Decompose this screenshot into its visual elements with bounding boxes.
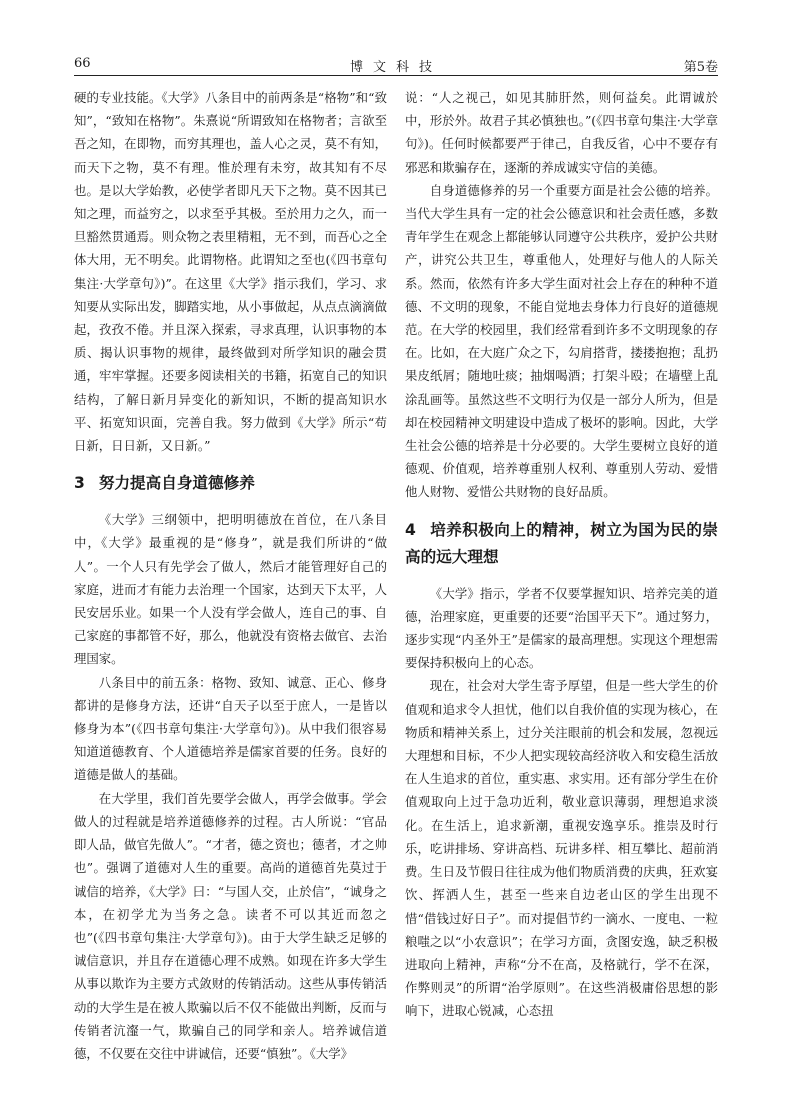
journal-title: 博文科技 [349, 60, 442, 75]
section-number: 4 [405, 520, 416, 539]
header-rule [74, 75, 718, 76]
paragraph: 说：“人之视己，如见其肺肝然，则何益矣。此谓诚於中，形於外。故君子其必慎独也。”(《四书章句集注·大学章句》)。任何时候都要严于律己，自我反省，心中不要存有邪恶和欺骗存在，逐渐的养成诚实守信的美德。 [405, 90, 718, 175]
left-column [74, 86, 387, 1065]
paragraph: 八条目中的前五条：格物、致知、诚意、正心、修身都讲的是修身方法，还讲“自天子以至于庶人，一是皆以修身为本”(《四书章句集注·大学章句》)。从中我们很容易知道道德教育、个人道德培养是儒家首要的任务。良好的道德是做人的基础。 [74, 674, 387, 783]
section-title: 努力提高自身道德修养 [98, 474, 255, 493]
section-heading-4 [405, 517, 718, 571]
section-title: 培养积极向上的精神，树立为国为民的崇高的远大理想 [405, 520, 718, 566]
page-header [74, 52, 718, 74]
paragraph: 现在，社会对大学生寄予厚望，但是一些大学生的价值观和追求令人担忧，他们以自我价值的实现为核心，在物质和精神关系上，过分关注眼前的机会和发展，忽视远大理想和目标，不少人把实现较高经济收入和安稳生活放在人生追求的首位，重实惠、求实用。还有部分学生在价值观取向上过于急功近利，敬业意识薄弱，理想追求淡化。在生活上，追求新潮，重视安逸享乐。推崇及时行乐，吃讲排场、穿讲高档、玩讲多样、相互攀比、超前消费。生日及节假日往往成为他们物质消费的庆典，狂欢宴饮、挥洒人生，甚至一些来自边老山区的学生出现不惜“借钱过好日子”。而对提倡节约一滴水、一度电、一粒粮嗤之以“小农意识”；在学习方面，贪图安逸，缺乏积极进取向上精神，声称“分不在高，及格就行，学不在深，作弊则灵”的所谓“治学原则”。在这些消极庸俗思想的影响下，进取心锐减，心态扭 [405, 678, 718, 1019]
paragraph: 《大学》指示，学者不仅要掌握知识、培养完美的道德，治理家庭，更重要的还要“治国平天下”。通过努力，逐步实现“内圣外王”是儒家的最高理想。实现这个理想需要保持积极向上的心态。 [405, 585, 718, 671]
page-number: 66 [74, 56, 91, 71]
paragraph: 硬的专业技能。《大学》八条目中的前两条是“格物”和“致知”，“致知在格物”。朱熹说“所谓致知在格物者；言欲至吾之知，在即物，而穷其理也，盖人心之灵，莫不有知，而天下之物，莫不有理。惟於理有未穷，故其知有不尽也。是以大学始教，必使学者即凡天下之物。莫不因其已知之理，而益穷之，以求至乎其极。至於用力之久，而一旦豁然贯通焉。则众物之表里精粗，无不到，而吾心之全体大用，无不明矣。此谓物格。此谓知之至也(《四书章句集注·大学章句》)”。在这里《大学》指示我们，学习、求知要从实际出发，脚踏实地，从小事做起，从点点滴滴做起，孜孜不倦。并且深入探索，寻求真理，认识事物的本质、揭认识事物的规律，最终做到对所学知识的融会贯通，牢牢掌握。还要多阅读相关的书籍，拓宽自己的知识结构，了解日新月异变化的新知识，不断的提高知识水平、拓宽知识面，完善自我。努力做到《大学》所示“苟日新，日日新，又日新。” [74, 90, 387, 454]
paragraph: 在大学里，我们首先要学会做人，再学会做事。学会做人的过程就是培养道德修养的过程。古人所说：“官品即人品，做官先做人”。“才者，德之资也；德者，才之帅也”。强调了道德对人生的重要。高尚的道德首先莫过于诚信的培养，《大学》曰：“与国人交，止於信”，“诚身之本，在初学尤为当务之急。读者不可以其近而忽之也”(《四书章句集注·大学章句》)。由于大学生缺乏足够的诚信意识，并且存在道德心理不成熟。如现在许多大学生从事以欺诈为主要方式敛财的传销活动。这些从事传销活动的大学生是在被人欺骗以后不仅不能做出判断，反而与传销者沆瀣一气，欺骗自己的同学和亲人。培养诚信道德，不仅要在交往中讲诚信，还要“慎独”。《大学》 [74, 790, 387, 1061]
section-heading-3 [74, 470, 387, 497]
paragraph: 自身道德修养的另一个重要方面是社会公德的培养。当代大学生具有一定的社会公德意识和社会责任感，多数青年学生在观念上都能够认同遵守公共秩序，爱护公共财产，讲究公共卫生，尊重他人，处理好与他人的人际关系。然而，依然有许多大学生面对社会上存在的种种不道德、不文明的现象，不能自觉地去身体力行良好的道德规范。在大学的校园里，我们经常看到许多不文明现象的存在。比如，在大庭广众之下，勾肩搭背，搂搂抱抱；乱扔果皮纸屑；随地吐痰；抽烟喝酒；打架斗殴；在墙壁上乱涂乱画等。虽然这些不文明行为仅是一部分人所为，但是却在校园精神文明建设中造成了极坏的影响。因此，大学生社会公德的培养是十分必要的。大学生要树立良好的道德观、价值观，培养尊重别人权利、尊重别人劳动、爱惜他人财物、爱惜公共财物的良好品质。 [405, 182, 718, 500]
volume-label: 第5卷 [683, 60, 718, 75]
paragraph: 《大学》三纲领中，把明明德放在首位，在八条目中，《大学》最重视的是“修身”，就是我们所讲的“做人”。一个人只有先学会了做人，然后才能管理好自己的家庭，进而才有能力去治理一个国家，达到天下太平，人民安居乐业。如果一个人没有学会做人，连自己的事、自己家庭的事都管不好，那么，他就没有资格去做官、去治理国家。 [74, 512, 387, 667]
right-column [405, 86, 718, 1023]
section-number: 3 [74, 474, 85, 493]
